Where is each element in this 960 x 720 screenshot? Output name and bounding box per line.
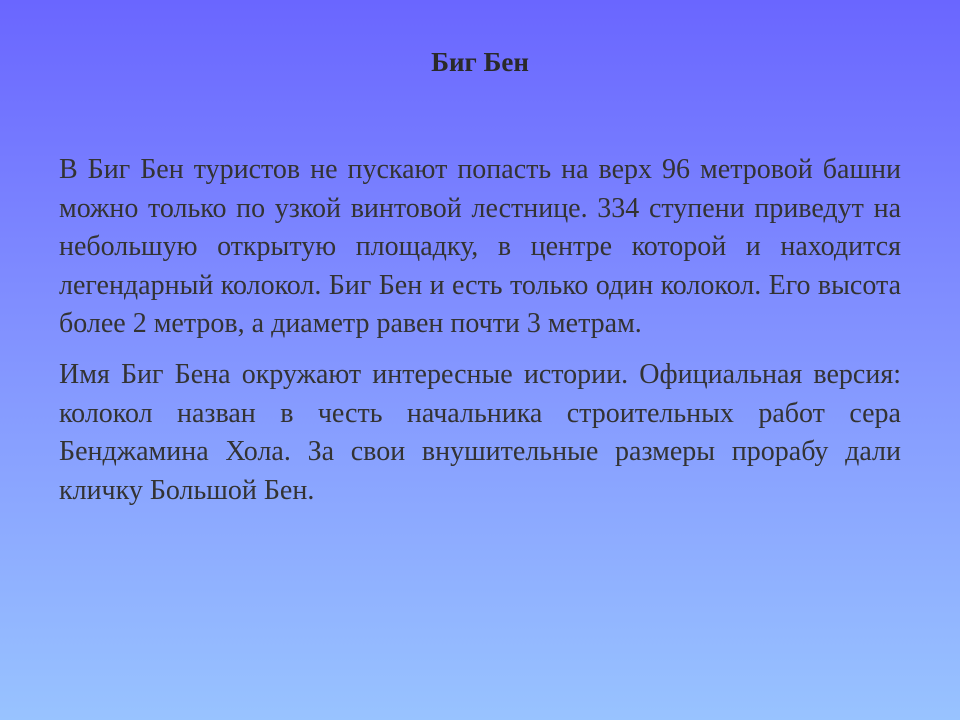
slide-body	[59, 151, 901, 522]
slide-title: Биг Бен	[431, 47, 529, 77]
paragraph-2: Имя Биг Бена окружают интересные истории. Официальная версия: колокол назван в честь начальника строительных работ сера Бенджамина Хола. За свои внушительные размеры прорабу дали кличку Большой Бен.	[59, 358, 901, 506]
paragraph-1: В Биг Бен туристов не пускают попасть на верх 96 метровой башни можно только по узкой винтовой лестнице. 334 ступени приведут на небольшую открытую площадку, в центре которой и находится легендарный колокол. Биг Бен и есть только один колокол. Его высота более 2 метров, а диаметр равен почти 3 метрам.	[59, 154, 901, 340]
